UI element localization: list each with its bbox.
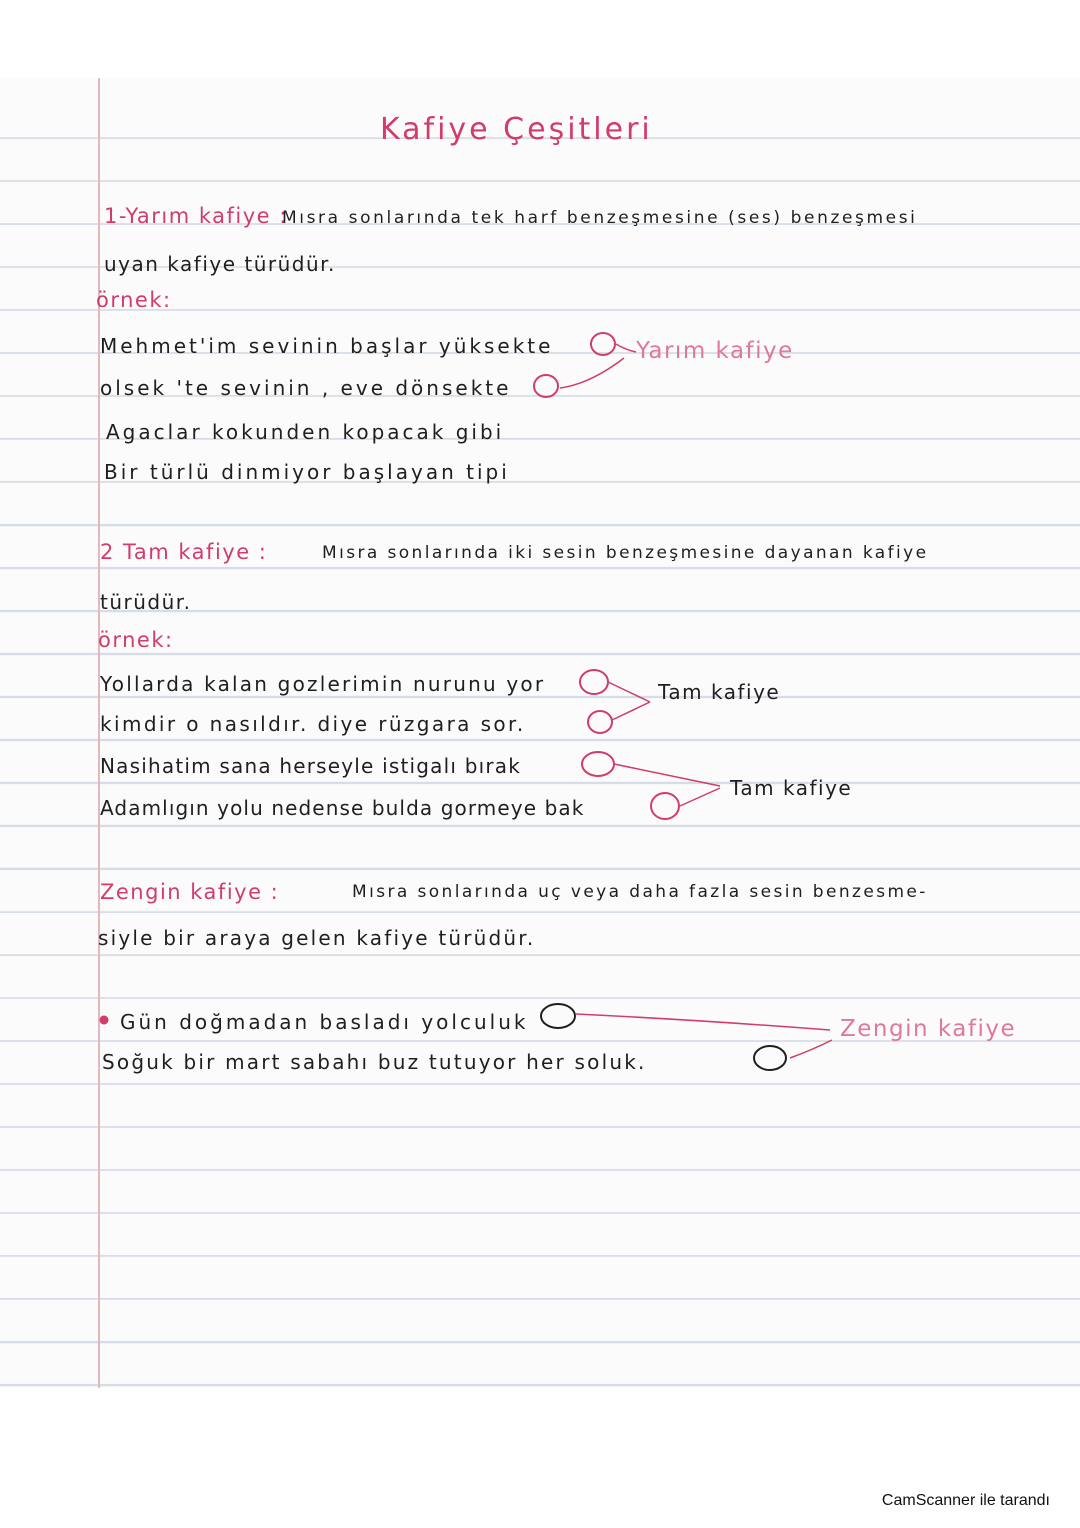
section1-poem-line1: Mehmet'im sevinin başlar yüksekte <box>100 334 554 358</box>
section2-definition-line2: türüdür. <box>100 590 192 614</box>
section1-example-label: örnek: <box>96 288 172 312</box>
section2-poem-line4: Adamlıgın yolu nedense bulda gormeye bak <box>100 796 585 820</box>
rhyme-circle <box>588 711 612 733</box>
rhyme-circle <box>534 375 558 397</box>
section1-definition-line2: uyan kafiye türüdür. <box>104 252 336 276</box>
section1-annotation: Yarım kafiye <box>636 338 794 364</box>
section1-poem-line2: olsek 'te sevinin , eve dönsekte <box>100 376 512 400</box>
section3-definition-line2: siyle bir araya gelen kafiye türüdür. <box>98 926 536 950</box>
connector-line <box>790 1040 832 1058</box>
section2-definition-line1: Mısra sonlarında iki sesin benzeşmesine dayanan kafiye <box>322 543 929 563</box>
section2-heading: 2 Tam kafiye : <box>100 540 268 564</box>
page-title: Kafiye Çeşitleri <box>380 112 653 147</box>
section2-example-label: örnek: <box>98 628 174 652</box>
section3-poem-line1: Gün doğmadan basladı yolculuk <box>120 1010 529 1034</box>
section2-poem-line3: Nasihatim sana herseyle istigalı bırak <box>100 754 522 778</box>
connector-line <box>560 358 624 388</box>
section1-definition-line1: Mısra sonlarında tek harf benzeşmesine (ses) benzeşmesi <box>282 208 918 228</box>
section3-annotation: Zengin kafiye <box>840 1016 1017 1042</box>
section2-annotation-2: Tam kafiye <box>730 776 853 800</box>
section1-poem-line3: Agaclar kokunden kopacak gibi <box>106 420 505 444</box>
section3-heading: Zengin kafiye : <box>100 880 280 904</box>
rhyme-circle <box>651 793 679 819</box>
connector-line <box>608 682 650 702</box>
section3-poem-line2: Soğuk bir mart sabahı buz tutuyor her soluk. <box>102 1050 647 1074</box>
connector-line <box>576 1014 830 1030</box>
section2-poem-line1: Yollarda kalan gozlerimin nurunu yor <box>100 672 546 696</box>
rhyme-circle <box>591 333 615 355</box>
connector-line <box>680 788 720 806</box>
section3-definition-line1: Mısra sonlarında uç veya daha fazla sesin benzesme- <box>352 882 928 902</box>
connector-line <box>616 344 636 352</box>
rhyme-circle <box>754 1046 786 1070</box>
section2-annotation-1: Tam kafiye <box>658 680 781 704</box>
section1-poem-line4: Bir türlü dinmiyor başlayan tipi <box>104 460 510 484</box>
rhyme-circle <box>541 1004 575 1028</box>
rhyme-circle <box>580 670 608 694</box>
section2-poem-line2: kimdir o nasıldır. diye rüzgara sor. <box>100 712 526 736</box>
section1-heading: 1-Yarım kafiye : <box>104 204 288 228</box>
connector-line <box>614 764 720 786</box>
scanner-footer: CamScanner ile tarandı <box>881 1492 1050 1509</box>
connector-line <box>612 702 650 720</box>
rhyme-circle <box>582 752 614 776</box>
bullet-dot <box>100 1016 109 1025</box>
